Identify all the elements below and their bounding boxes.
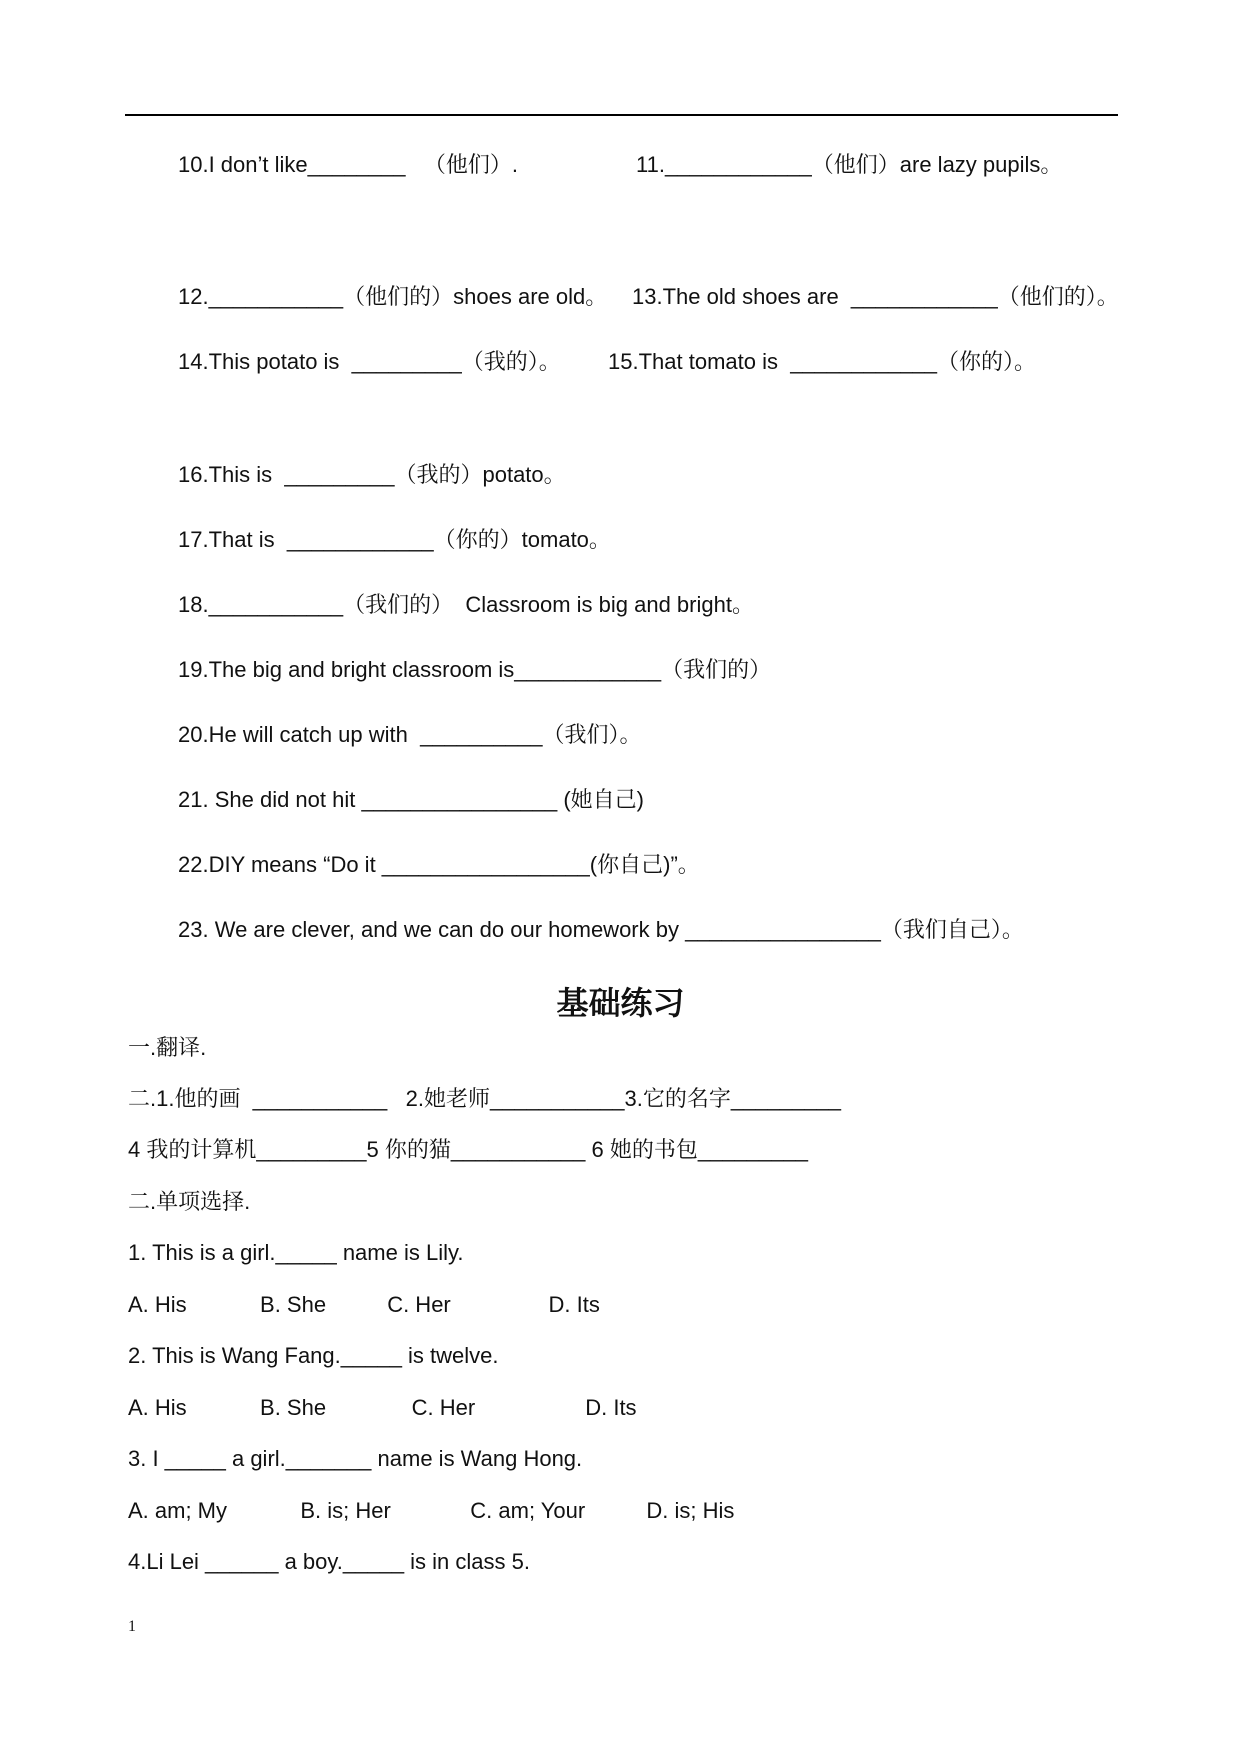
exercise-item: 18.___________（我们的） Classroom is big and bright。 xyxy=(178,592,754,617)
exercise-item: 22.DIY means “Do it _________________(你自己)”。 xyxy=(178,852,700,877)
practice-line: A. am; My B. is; Her C. am; Your D. is; His xyxy=(128,1498,735,1523)
practice-line: 4 我的计算机_________5 你的猫___________ 6 她的书包_________ xyxy=(128,1137,808,1162)
practice-line: 二.单项选择. xyxy=(128,1189,251,1214)
practice-line: 3. I _____ a girl._______ name is Wang Hong. xyxy=(128,1446,583,1471)
page-number: 1 xyxy=(128,1618,136,1635)
exercise-item: 20.He will catch up with __________（我们）。 xyxy=(178,722,642,747)
exercise-item: 21. She did not hit ________________ (她自己) xyxy=(178,787,644,812)
exercise-item: 17.That is ____________（你的）tomato。 xyxy=(178,527,611,552)
practice-line: 一.翻译. xyxy=(128,1035,207,1060)
practice-line: 2. This is Wang Fang._____ is twelve. xyxy=(128,1343,499,1368)
exercise-item: 14.This potato is _________（我的）。 xyxy=(178,349,561,374)
header-rule xyxy=(125,114,1118,116)
practice-line: 4.Li Lei ______ a boy._____ is in class 5. xyxy=(128,1549,530,1574)
exercise-item: 11.____________（他们）are lazy pupils。 xyxy=(636,152,1063,177)
practice-line: 二.1.他的画 ___________ 2.她老师___________3.它的名字_________ xyxy=(128,1086,842,1111)
exercise-item: 16.This is _________（我的）potato。 xyxy=(178,462,566,487)
section-title: 基础练习 xyxy=(556,984,685,1022)
exercise-item: 12.___________（他们的）shoes are old。 xyxy=(178,284,608,309)
practice-line: A. His B. She C. Her D. Its xyxy=(128,1292,600,1317)
practice-line: A. His B. She C. Her D. Its xyxy=(128,1395,637,1420)
exercise-item: 10.I don’t like________ （他们）. xyxy=(178,152,518,177)
exercise-item: 23. We are clever, and we can do our homework by ________________（我们自己）。 xyxy=(178,917,1024,942)
exercise-item: 15.That tomato is ____________（你的）。 xyxy=(608,349,1037,374)
exercise-item: 19.The big and bright classroom is____________（我们的） xyxy=(178,657,772,682)
exercise-item: 13.The old shoes are ____________（他们的）。 xyxy=(632,284,1119,309)
practice-line: 1. This is a girl._____ name is Lily. xyxy=(128,1240,464,1265)
